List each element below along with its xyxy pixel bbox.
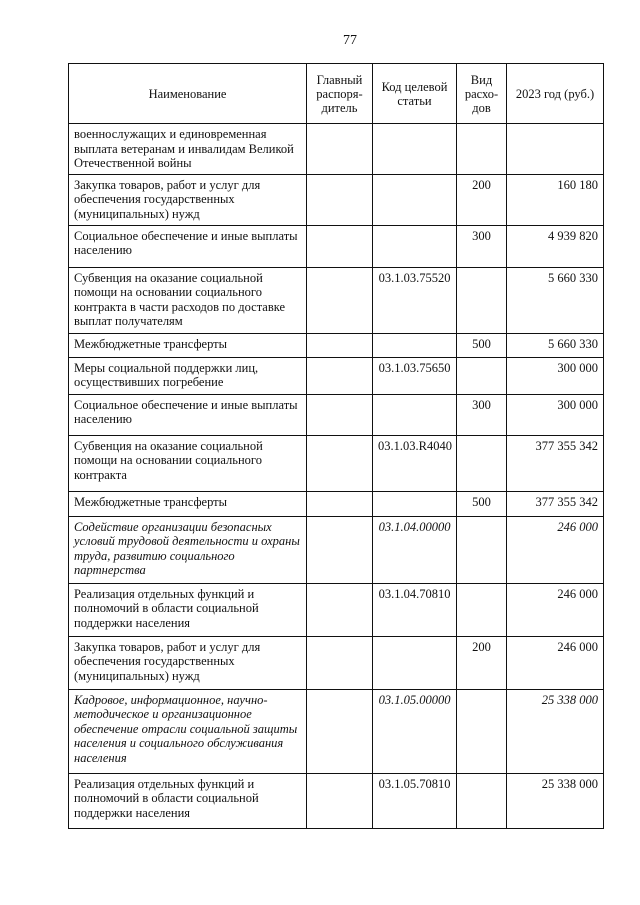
row-glavny-cell bbox=[307, 491, 373, 516]
row-vid-cell: 500 bbox=[457, 333, 507, 357]
table-row bbox=[69, 225, 604, 267]
row-glavny-cell bbox=[307, 267, 373, 333]
budget-table bbox=[68, 63, 604, 829]
row-amount-cell: 377 355 342 bbox=[507, 491, 604, 516]
row-vid-cell bbox=[457, 583, 507, 636]
row-amount-cell: 5 660 330 bbox=[507, 267, 604, 333]
row-kcs-cell bbox=[373, 225, 457, 267]
row-glavny-cell bbox=[307, 357, 373, 394]
table-row bbox=[69, 174, 604, 225]
row-name-cell: Межбюджетные трансферты bbox=[69, 491, 307, 516]
table-row bbox=[69, 267, 604, 333]
row-vid-cell bbox=[457, 773, 507, 828]
table-row bbox=[69, 124, 604, 175]
table-row bbox=[69, 583, 604, 636]
row-kcs-cell: 03.1.03.75650 bbox=[373, 357, 457, 394]
row-name-cell: Межбюджетные трансферты bbox=[69, 333, 307, 357]
table-row bbox=[69, 333, 604, 357]
page-number: 77 bbox=[343, 33, 357, 48]
row-vid-cell bbox=[457, 516, 507, 583]
row-name-cell: Меры социальной поддержки лиц, осуществивших погребение bbox=[69, 357, 307, 394]
row-name-cell: Содействие организации безопасных условий трудовой деятельности и охраны труда, развитию социального партнерства bbox=[69, 516, 307, 583]
row-vid-cell: 200 bbox=[457, 174, 507, 225]
row-vid-cell: 300 bbox=[457, 225, 507, 267]
row-name-cell: Реализация отдельных функций и полномочий в области социальной поддержки населения bbox=[69, 583, 307, 636]
table-row bbox=[69, 689, 604, 773]
header-vid: Вид расхо-дов bbox=[457, 64, 507, 124]
row-kcs-cell bbox=[373, 333, 457, 357]
row-glavny-cell bbox=[307, 689, 373, 773]
row-kcs-cell: 03.1.04.70810 bbox=[373, 583, 457, 636]
row-kcs-cell bbox=[373, 174, 457, 225]
row-amount-cell: 300 000 bbox=[507, 357, 604, 394]
table-row bbox=[69, 773, 604, 828]
row-name-cell: Субвенция на оказание социальной помощи на основании социального контракта bbox=[69, 435, 307, 491]
row-glavny-cell bbox=[307, 636, 373, 689]
row-vid-cell: 300 bbox=[457, 394, 507, 435]
row-amount-cell: 160 180 bbox=[507, 174, 604, 225]
row-vid-cell bbox=[457, 267, 507, 333]
row-kcs-cell bbox=[373, 124, 457, 175]
row-kcs-cell: 03.1.04.00000 bbox=[373, 516, 457, 583]
row-name-cell: Субвенция на оказание социальной помощи на основании социального контракта в части расходов по доставке выплат получателям bbox=[69, 267, 307, 333]
row-name-cell: военнослужащих и единовременная выплата ветеранам и инвалидам Великой Отечественной войны bbox=[69, 124, 307, 175]
row-kcs-cell: 03.1.03.75520 bbox=[373, 267, 457, 333]
row-amount-cell: 300 000 bbox=[507, 394, 604, 435]
row-glavny-cell bbox=[307, 516, 373, 583]
header-name: Наименование bbox=[69, 64, 307, 124]
row-glavny-cell bbox=[307, 435, 373, 491]
row-glavny-cell bbox=[307, 333, 373, 357]
row-amount-cell: 246 000 bbox=[507, 636, 604, 689]
row-name-cell: Социальное обеспечение и иные выплаты населению bbox=[69, 394, 307, 435]
row-glavny-cell bbox=[307, 225, 373, 267]
row-vid-cell bbox=[457, 124, 507, 175]
header-kcs: Код целевой статьи bbox=[373, 64, 457, 124]
row-vid-cell bbox=[457, 689, 507, 773]
row-name-cell: Реализация отдельных функций и полномочий в области социальной поддержки населения bbox=[69, 773, 307, 828]
row-amount-cell: 246 000 bbox=[507, 516, 604, 583]
header-glavny: Главный распоря-дитель bbox=[307, 64, 373, 124]
table-row bbox=[69, 357, 604, 394]
table-row bbox=[69, 435, 604, 491]
row-amount-cell: 5 660 330 bbox=[507, 333, 604, 357]
table-row bbox=[69, 636, 604, 689]
row-vid-cell: 500 bbox=[457, 491, 507, 516]
row-glavny-cell bbox=[307, 174, 373, 225]
row-vid-cell: 200 bbox=[457, 636, 507, 689]
table-row bbox=[69, 394, 604, 435]
table-row bbox=[69, 516, 604, 583]
row-name-cell: Закупка товаров, работ и услуг для обеспечения государственных (муниципальных) нужд bbox=[69, 636, 307, 689]
table-body bbox=[69, 124, 604, 829]
row-glavny-cell bbox=[307, 394, 373, 435]
row-amount-cell: 4 939 820 bbox=[507, 225, 604, 267]
row-glavny-cell bbox=[307, 773, 373, 828]
row-amount-cell: 25 338 000 bbox=[507, 773, 604, 828]
row-amount-cell: 25 338 000 bbox=[507, 689, 604, 773]
row-kcs-cell bbox=[373, 636, 457, 689]
row-amount-cell bbox=[507, 124, 604, 175]
row-name-cell: Социальное обеспечение и иные выплаты населению bbox=[69, 225, 307, 267]
row-amount-cell: 246 000 bbox=[507, 583, 604, 636]
table-header-row bbox=[69, 64, 604, 124]
row-vid-cell bbox=[457, 435, 507, 491]
row-name-cell: Кадровое, информационное, научно-методическое и организационное обеспечение отрасли социальной защиты населения и социального обслуживания населения bbox=[69, 689, 307, 773]
row-amount-cell: 377 355 342 bbox=[507, 435, 604, 491]
row-kcs-cell bbox=[373, 491, 457, 516]
header-amount: 2023 год (руб.) bbox=[507, 64, 604, 124]
row-kcs-cell: 03.1.05.00000 bbox=[373, 689, 457, 773]
row-kcs-cell: 03.1.05.70810 bbox=[373, 773, 457, 828]
row-vid-cell bbox=[457, 357, 507, 394]
row-glavny-cell bbox=[307, 583, 373, 636]
table-row bbox=[69, 491, 604, 516]
row-kcs-cell: 03.1.03.R4040 bbox=[373, 435, 457, 491]
row-kcs-cell bbox=[373, 394, 457, 435]
row-name-cell: Закупка товаров, работ и услуг для обеспечения государственных (муниципальных) нужд bbox=[69, 174, 307, 225]
row-glavny-cell bbox=[307, 124, 373, 175]
